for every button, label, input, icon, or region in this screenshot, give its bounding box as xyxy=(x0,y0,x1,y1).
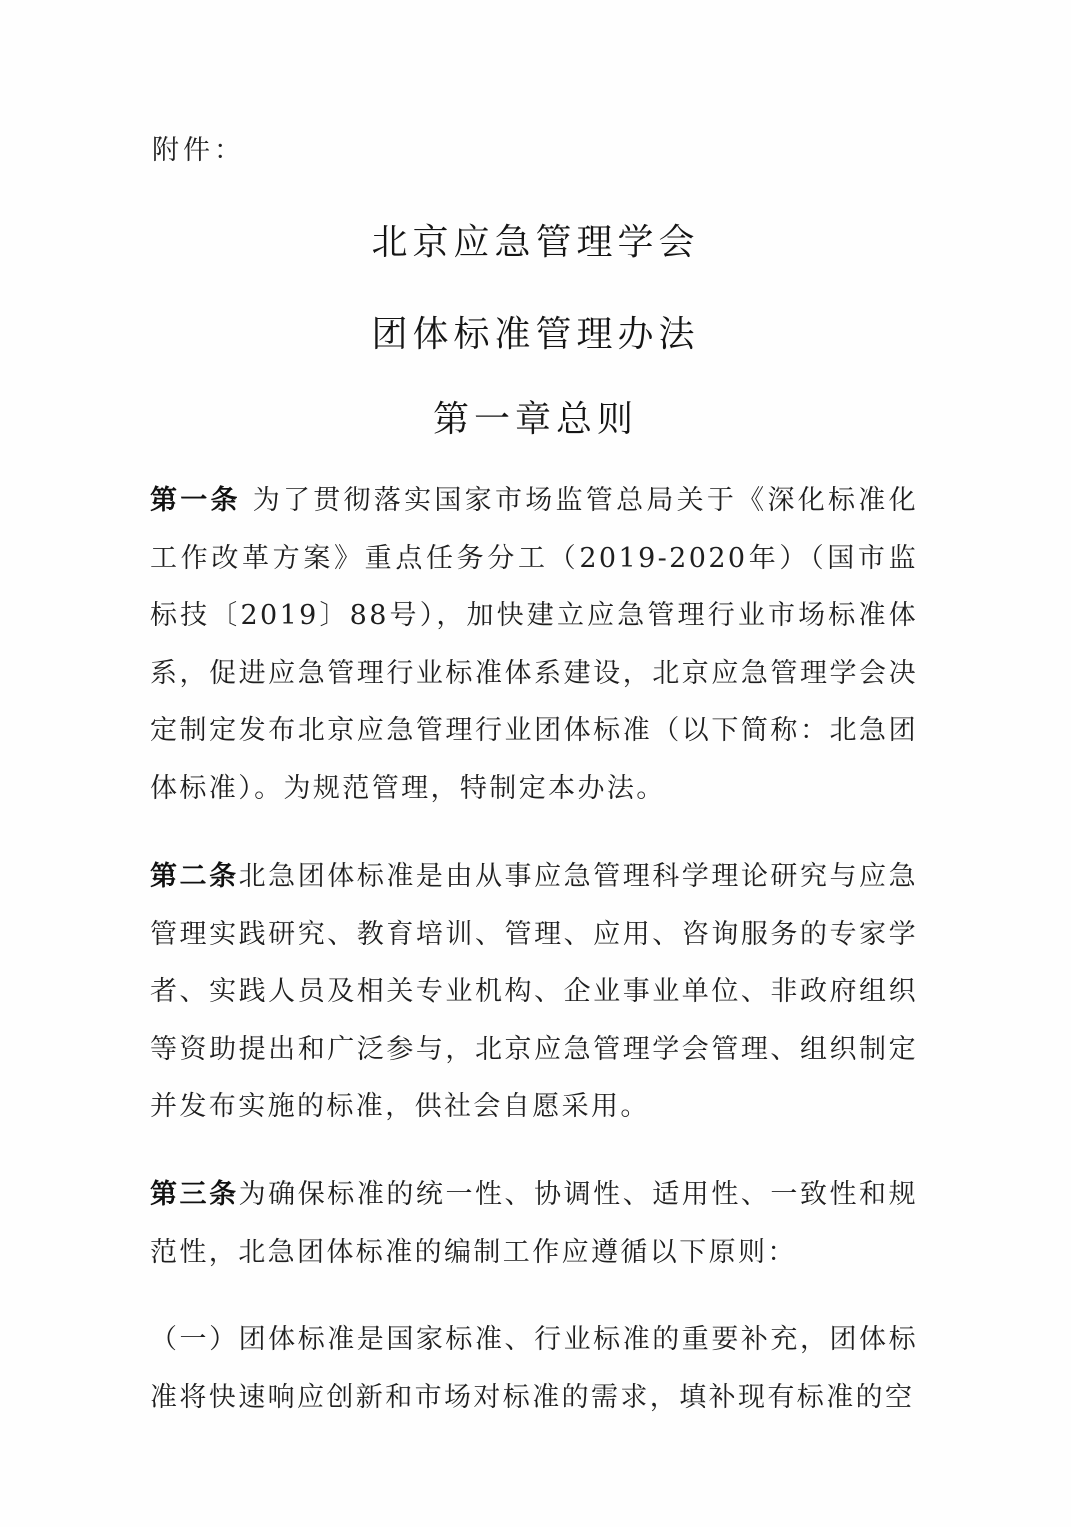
chapter-title: 第一章总则 xyxy=(432,399,638,440)
document-title: 团体标准管理办法 xyxy=(371,314,700,355)
article-2 xyxy=(150,848,918,1136)
article-3-text: 为确保标准的统一性、协调性、适用性、一致性和规范性，北急团体标准的编制工作应遵循以下原则： xyxy=(150,1179,919,1268)
article-1-number: 第一条 xyxy=(150,485,241,516)
article-2-text: 北急团体标准是由从事应急管理科学理论研究与应急管理实践研究、教育培训、管理、应用、咨询服务的专家学者、实践人员及相关专业机构、企业事业单位、非政府组织等资助提出和广泛参与，北京应急管理学会管理、组织制定并发布实施的标准，供社会自愿采用。 xyxy=(150,861,919,1122)
org-title: 北京应急管理学会 xyxy=(371,222,700,263)
article-3 xyxy=(150,1166,918,1281)
article-3-number: 第三条 xyxy=(150,1179,239,1210)
principle-item-1: （一）团体标准是国家标准、行业标准的重要补充，团体标准将快速响应创新和市场对标准的需求，填补现有标准的空 xyxy=(150,1324,918,1413)
article-1-text: 为了贯彻落实国家市场监管总局关于《深化标准化工作改革方案》重点任务分工（2019-2020年）（国市监标技〔2019〕88号），加快建立应急管理行业市场标准体系，促进应急管理行业标准体系建设，北京应急管理学会决定制定发布北京应急管理行业团体标准（以下简称：北急团体标准）。为规范管理，特制定本办法。 xyxy=(150,485,918,804)
article-2-number: 第二条 xyxy=(150,861,239,892)
article-1 xyxy=(150,472,918,817)
attachment-label: 附件： xyxy=(152,135,245,166)
